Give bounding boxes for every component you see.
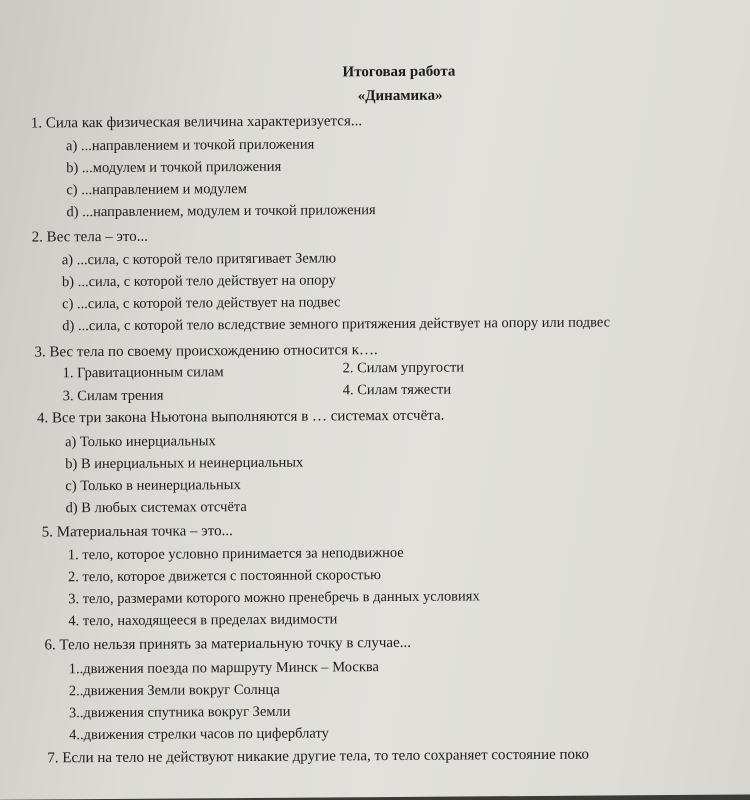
q3-option-2: 2. Силам упругости [342, 359, 465, 377]
title-line-2: «Динамика» [357, 87, 443, 105]
q4-option-d: d) В любых системах отсчёта [65, 499, 247, 517]
question-3: 3. Вес тела по своему происхождению относится к…. [34, 342, 378, 361]
question-1: 1. Сила как физическая величина характеризуется... [30, 113, 363, 132]
q4-option-c: c) Только в неинерциальных [65, 477, 241, 495]
question-5: 5. Материальная точка – это... [41, 523, 233, 541]
q3-option-4: 4. Силам тяжести [342, 381, 452, 399]
q4-option-a: a) Только инерциальных [65, 433, 216, 451]
q5-option-1: 1. тело, которое условно принимается за неподвижное [67, 544, 404, 564]
q1-option-b: b) ...модулем и точкой приложения [66, 158, 282, 177]
q4-option-b: b) В инерциальных и неинерциальных [65, 454, 304, 473]
q1-option-d: d) ...направлением, модулем и точкой приложения [66, 202, 376, 221]
q2-option-b: b) ...сила, с которой тело действует на опору [61, 272, 336, 291]
q5-option-2: 2. тело, которое движется с постоянной скоростью [67, 567, 381, 586]
q3-option-1: 1. Гравитационным силам [62, 364, 224, 382]
q2-option-a: a) ...сила, с которой тело притягивает Землю [61, 250, 337, 269]
q3-option-3: 3. Силам трения [62, 387, 164, 405]
q6-option-4: 4..движения стрелки часов по циферблату [69, 725, 329, 744]
question-2: 2. Вес тела – это... [31, 228, 149, 246]
q5-option-4: 4. тело, находящееся в пределах видимости [68, 611, 338, 630]
q2-option-c: c) ...сила, с которой тело действует на подвес [62, 294, 341, 313]
q2-option-d: d) ...сила, с которой тело вследствие земного притяжения действует на опору или подвес [62, 314, 611, 335]
q6-option-1: 1..движения поезда по маршруту Минск – Москва [68, 659, 379, 678]
q5-option-3: 3. тело, размерами которого можно пренебречь в данных условиях [68, 588, 480, 608]
q6-option-2: 2..движения Земли вокруг Солнца [68, 681, 280, 700]
q1-option-c: c) ...направлением и модулем [66, 181, 247, 199]
title-line-1: Итоговая работа [342, 63, 456, 81]
q1-option-a: a) ...направлением и точкой приложения [65, 136, 315, 155]
question-6: 6. Тело нельзя принять за материальную точку в случае... [44, 634, 412, 654]
question-7: 7. Если на тело не действуют никакие другие тела, то тело сохраняет состояние поко [47, 746, 590, 767]
q6-option-3: 3..движения спутника вокруг Земли [68, 703, 291, 722]
question-4: 4. Все три закона Ньютона выполняются в … системах отсчёта. [36, 407, 445, 427]
